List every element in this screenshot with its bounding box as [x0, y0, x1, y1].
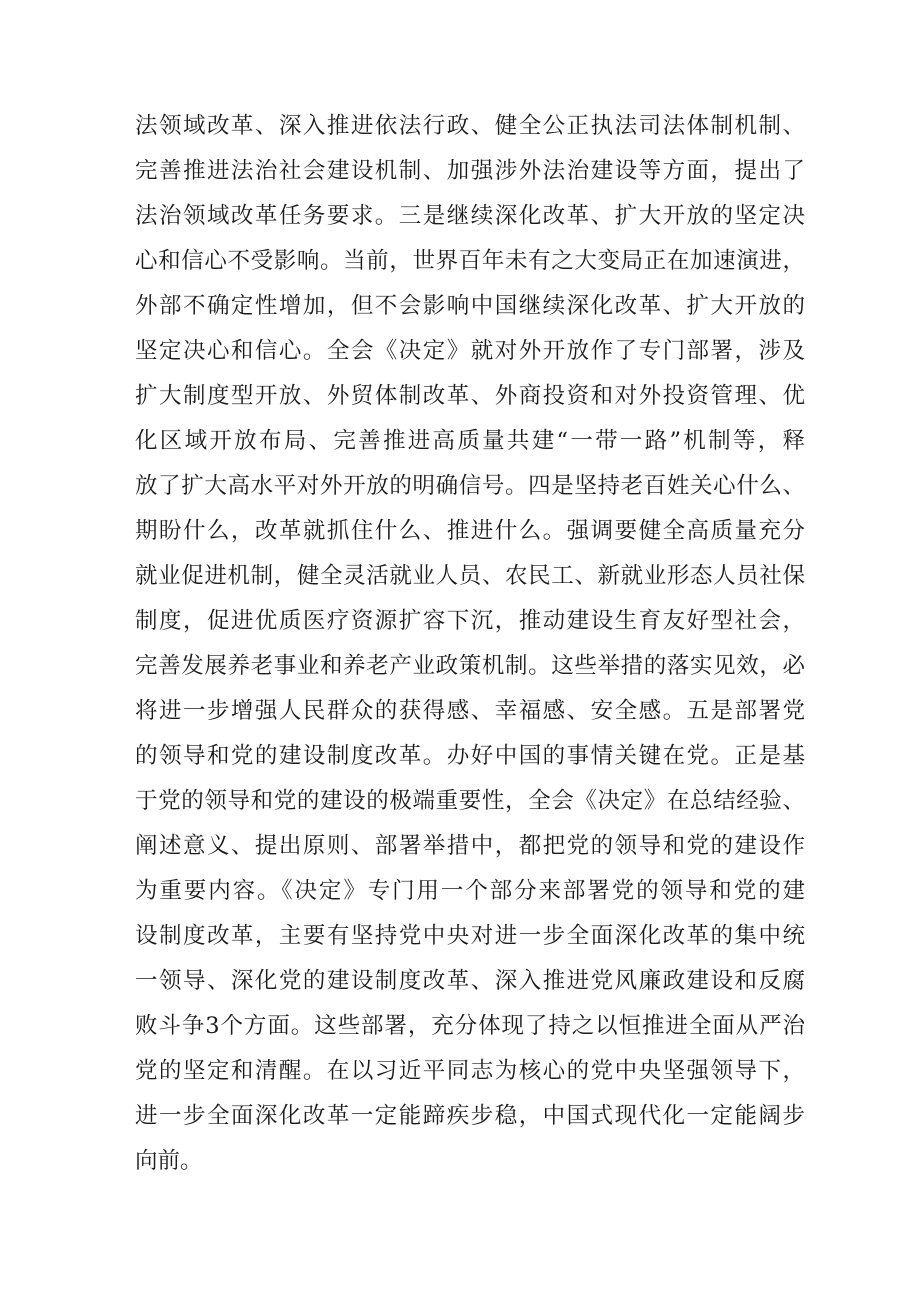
text-line-9: 放了扩大高水平对外开放的明确信号。四是坚持老百姓关心什么、: [135, 473, 805, 499]
text-line-3: 法治领域改革任务要求。三是继续深化改革、扩大开放的坚定决: [135, 203, 805, 229]
text-line-23: 进一步全面深化改革一定能蹄疾步稳，中国式现代化一定能阔步: [135, 1103, 805, 1129]
text-line-16: 于党的领导和党的建设的极端重要性，全会《决定》在总结经验、: [135, 788, 805, 814]
text-line-24: 向前。: [135, 1148, 203, 1174]
text-line-22: 党的坚定和清醒。在以习近平同志为核心的党中央坚强领导下，: [135, 1058, 805, 1084]
text-line-20: 一领导、深化党的建设制度改革、深入推进党风廉政建设和反腐: [135, 968, 805, 994]
text-line-4: 心和信心不受影响。当前，世界百年未有之大变局正在加速演进，: [135, 248, 805, 274]
text-line-14: 将进一步增强人民群众的获得感、幸福感、安全感。五是部署党: [135, 698, 805, 724]
text-line-10: 期盼什么，改革就抓住什么、推进什么。强调要健全高质量充分: [135, 518, 805, 544]
text-line-15: 的领导和党的建设制度改革。办好中国的事情关键在党。正是基: [135, 743, 805, 769]
text-line-17: 阐述意义、提出原则、部署举措中，都把党的领导和党的建设作: [135, 833, 805, 859]
body-paragraph: [135, 104, 805, 1184]
text-line-12: 制度，促进优质医疗资源扩容下沉，推动建设生育友好型社会，: [135, 608, 805, 634]
text-line-6: 坚定决心和信心。全会《决定》就对外开放作了专门部署，涉及: [135, 338, 805, 364]
text-line-11: 就业促进机制，健全灵活就业人员、农民工、新就业形态人员社保: [135, 563, 805, 589]
text-line-1: 法领域改革、深入推进依法行政、健全公正执法司法体制机制、: [135, 113, 805, 139]
text-line-19: 设制度改革，主要有坚持党中央对进一步全面深化改革的集中统: [135, 923, 805, 949]
text-line-21: 败斗争3个方面。这些部署，充分体现了持之以恒推进全面从严治: [135, 1013, 805, 1039]
text-line-5: 外部不确定性增加，但不会影响中国继续深化改革、扩大开放的: [135, 293, 805, 319]
text-line-13: 完善发展养老事业和养老产业政策机制。这些举措的落实见效，必: [135, 653, 805, 679]
text-line-18: 为重要内容。《决定》专门用一个部分来部署党的领导和党的建: [135, 878, 805, 904]
text-line-7: 扩大制度型开放、外贸体制改革、外商投资和对外投资管理、优: [135, 383, 805, 409]
text-line-2: 完善推进法治社会建设机制、加强涉外法治建设等方面，提出了: [135, 158, 805, 184]
text-line-8: 化区域开放布局、完善推进高质量共建“一带一路”机制等，释: [135, 428, 805, 454]
